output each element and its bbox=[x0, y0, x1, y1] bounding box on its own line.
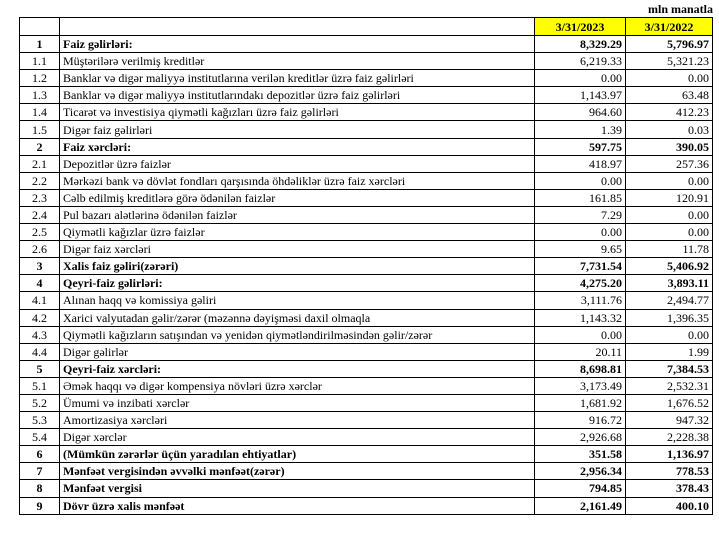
row-value-2023: 9.65 bbox=[535, 241, 626, 258]
table-row bbox=[20, 241, 713, 258]
row-number: 5 bbox=[20, 360, 60, 377]
row-label: Mənfəət vergisi bbox=[60, 480, 535, 497]
header-date-2022: 3/31/2022 bbox=[626, 18, 713, 36]
row-label: Amortizasiya xərcləri bbox=[60, 412, 535, 429]
row-number: 3 bbox=[20, 258, 60, 275]
table-row bbox=[20, 429, 713, 446]
table-row bbox=[20, 343, 713, 360]
table-row bbox=[20, 480, 713, 497]
row-value-2022: 7,384.53 bbox=[626, 360, 713, 377]
row-value-2023: 7,731.54 bbox=[535, 258, 626, 275]
row-label: Qeyri-faiz xərcləri: bbox=[60, 360, 535, 377]
row-number: 5.3 bbox=[20, 412, 60, 429]
row-label: Digər faiz gəlirləri bbox=[60, 121, 535, 138]
row-label: Əmək haqqı və digər kompensiya növləri üzrə xərclər bbox=[60, 377, 535, 394]
row-number: 2.5 bbox=[20, 224, 60, 241]
row-value-2023: 8,329.29 bbox=[535, 36, 626, 53]
row-value-2023: 418.97 bbox=[535, 155, 626, 172]
row-value-2023: 7.29 bbox=[535, 206, 626, 223]
table-row bbox=[20, 155, 713, 172]
row-number: 5.2 bbox=[20, 394, 60, 411]
row-value-2023: 0.00 bbox=[535, 70, 626, 87]
row-value-2023: 1,143.32 bbox=[535, 309, 626, 326]
row-number: 1.4 bbox=[20, 104, 60, 121]
row-number: 6 bbox=[20, 446, 60, 463]
row-value-2022: 2,228.38 bbox=[626, 429, 713, 446]
row-value-2023: 794.85 bbox=[535, 480, 626, 497]
row-number: 9 bbox=[20, 497, 60, 514]
row-number: 2.6 bbox=[20, 241, 60, 258]
row-label: Ümumi və inzibati xərclər bbox=[60, 394, 535, 411]
row-value-2023: 6,219.33 bbox=[535, 53, 626, 70]
row-value-2022: 0.00 bbox=[626, 70, 713, 87]
table-row bbox=[20, 138, 713, 155]
row-number: 8 bbox=[20, 480, 60, 497]
row-value-2023: 4,275.20 bbox=[535, 275, 626, 292]
table-row bbox=[20, 36, 713, 53]
row-number: 1.2 bbox=[20, 70, 60, 87]
row-number: 1 bbox=[20, 36, 60, 53]
row-number: 2.3 bbox=[20, 189, 60, 206]
header-row bbox=[20, 18, 713, 36]
row-value-2023: 3,173.49 bbox=[535, 377, 626, 394]
row-label: Depozitlər üzrə faizlər bbox=[60, 155, 535, 172]
row-value-2023: 964.60 bbox=[535, 104, 626, 121]
row-number: 4.4 bbox=[20, 343, 60, 360]
row-value-2022: 2,532.31 bbox=[626, 377, 713, 394]
row-label: Faiz xərcləri: bbox=[60, 138, 535, 155]
row-value-2023: 1,681.92 bbox=[535, 394, 626, 411]
row-value-2022: 257.36 bbox=[626, 155, 713, 172]
row-number: 2.1 bbox=[20, 155, 60, 172]
row-value-2022: 0.00 bbox=[626, 206, 713, 223]
row-number: 4.2 bbox=[20, 309, 60, 326]
row-number: 2.4 bbox=[20, 206, 60, 223]
row-label: Alınan haqq və komissiya gəliri bbox=[60, 292, 535, 309]
table-row bbox=[20, 224, 713, 241]
table-row bbox=[20, 326, 713, 343]
row-label: Mənfəət vergisindən əvvəlki mənfəət(zərər) bbox=[60, 463, 535, 480]
row-label: Qeyri-faiz gəlirləri: bbox=[60, 275, 535, 292]
table-row bbox=[20, 292, 713, 309]
table-row bbox=[20, 446, 713, 463]
table-row bbox=[20, 206, 713, 223]
row-value-2022: 378.43 bbox=[626, 480, 713, 497]
row-value-2022: 412.23 bbox=[626, 104, 713, 121]
row-label: Xarici valyutadan gəlir/zərər (məzənnə dəyişməsi daxil olmaqla bbox=[60, 309, 535, 326]
row-label: (Mümkün zərərlər üçün yaradılan ehtiyatlar) bbox=[60, 446, 535, 463]
row-number: 2 bbox=[20, 138, 60, 155]
row-value-2023: 0.00 bbox=[535, 326, 626, 343]
row-value-2023: 2,956.34 bbox=[535, 463, 626, 480]
row-label: Pul bazarı alətlərinə ödənilən faizlər bbox=[60, 206, 535, 223]
row-value-2023: 3,111.76 bbox=[535, 292, 626, 309]
row-value-2022: 2,494.77 bbox=[626, 292, 713, 309]
row-value-2022: 947.32 bbox=[626, 412, 713, 429]
row-value-2023: 0.00 bbox=[535, 172, 626, 189]
table-row bbox=[20, 275, 713, 292]
table-row bbox=[20, 172, 713, 189]
row-value-2022: 0.00 bbox=[626, 326, 713, 343]
row-label: Mərkəzi bank və dövlət fondları qarşısında öhdəliklər üzrə faiz xərcləri bbox=[60, 172, 535, 189]
row-number: 4 bbox=[20, 275, 60, 292]
table-row bbox=[20, 53, 713, 70]
table-row bbox=[20, 87, 713, 104]
table-row bbox=[20, 258, 713, 275]
row-value-2023: 597.75 bbox=[535, 138, 626, 155]
row-value-2022: 5,796.97 bbox=[626, 36, 713, 53]
table-row bbox=[20, 309, 713, 326]
row-value-2023: 1.39 bbox=[535, 121, 626, 138]
row-number: 1.5 bbox=[20, 121, 60, 138]
row-value-2022: 1,136.97 bbox=[626, 446, 713, 463]
table-row bbox=[20, 394, 713, 411]
row-number: 4.3 bbox=[20, 326, 60, 343]
table-row bbox=[20, 463, 713, 480]
table-row bbox=[20, 412, 713, 429]
income-statement-table bbox=[19, 17, 713, 515]
row-value-2023: 2,926.68 bbox=[535, 429, 626, 446]
row-value-2022: 0.03 bbox=[626, 121, 713, 138]
row-number: 5.1 bbox=[20, 377, 60, 394]
row-value-2023: 351.58 bbox=[535, 446, 626, 463]
row-value-2023: 2,161.49 bbox=[535, 497, 626, 514]
row-label: Digər xərclər bbox=[60, 429, 535, 446]
row-number: 2.2 bbox=[20, 172, 60, 189]
row-number: 7 bbox=[20, 463, 60, 480]
row-value-2022: 63.48 bbox=[626, 87, 713, 104]
row-label: Ticarət və investisiya qiymətli kağızları üzrə faiz gəlirləri bbox=[60, 104, 535, 121]
row-label: Digər faiz xərcləri bbox=[60, 241, 535, 258]
row-value-2022: 0.00 bbox=[626, 224, 713, 241]
row-value-2022: 1,676.52 bbox=[626, 394, 713, 411]
row-label: Banklar və digər maliyyə institutlarına verilən kreditlər üzrə faiz gəlirləri bbox=[60, 70, 535, 87]
row-label: Xalis faiz gəliri(zərəri) bbox=[60, 258, 535, 275]
table-row bbox=[20, 377, 713, 394]
row-label: Faiz gəlirləri: bbox=[60, 36, 535, 53]
row-value-2022: 11.78 bbox=[626, 241, 713, 258]
row-value-2022: 3,893.11 bbox=[626, 275, 713, 292]
row-value-2023: 161.85 bbox=[535, 189, 626, 206]
row-value-2022: 1.99 bbox=[626, 343, 713, 360]
row-value-2022: 5,406.92 bbox=[626, 258, 713, 275]
table-row bbox=[20, 497, 713, 514]
row-value-2023: 0.00 bbox=[535, 224, 626, 241]
row-value-2022: 120.91 bbox=[626, 189, 713, 206]
row-label: Banklar və digər maliyyə institutlarındakı depozitlər üzrə faiz gəlirləri bbox=[60, 87, 535, 104]
row-value-2022: 778.53 bbox=[626, 463, 713, 480]
row-number: 5.4 bbox=[20, 429, 60, 446]
unit-label: mln manatla bbox=[647, 2, 713, 16]
table-row bbox=[20, 360, 713, 377]
table-row bbox=[20, 121, 713, 138]
row-value-2022: 1,396.35 bbox=[626, 309, 713, 326]
row-label: Dövr üzrə xalis mənfəət bbox=[60, 497, 535, 514]
row-value-2023: 916.72 bbox=[535, 412, 626, 429]
row-value-2023: 1,143.97 bbox=[535, 87, 626, 104]
table-row bbox=[20, 70, 713, 87]
row-value-2023: 20.11 bbox=[535, 343, 626, 360]
table-row bbox=[20, 189, 713, 206]
row-value-2023: 8,698.81 bbox=[535, 360, 626, 377]
row-label: Cəlb edilmiş kreditlərə görə ödənilən faizlər bbox=[60, 189, 535, 206]
row-number: 1.1 bbox=[20, 53, 60, 70]
header-date-2023: 3/31/2023 bbox=[535, 18, 626, 36]
row-number: 4.1 bbox=[20, 292, 60, 309]
row-value-2022: 400.10 bbox=[626, 497, 713, 514]
row-number: 1.3 bbox=[20, 87, 60, 104]
row-value-2022: 0.00 bbox=[626, 172, 713, 189]
row-label: Qiymətli kağızlar üzrə faizlər bbox=[60, 224, 535, 241]
row-label: Müştərilərə verilmiş kreditlər bbox=[60, 53, 535, 70]
table-row bbox=[20, 104, 713, 121]
row-value-2022: 5,321.23 bbox=[626, 53, 713, 70]
row-label: Digər gəlirlər bbox=[60, 343, 535, 360]
header-label-cell bbox=[60, 18, 535, 36]
row-value-2022: 390.05 bbox=[626, 138, 713, 155]
header-no-cell bbox=[20, 18, 60, 36]
row-label: Qiymətli kağızların satışından və yenidən qiymətləndirilməsindən gəlir/zərər bbox=[60, 326, 535, 343]
